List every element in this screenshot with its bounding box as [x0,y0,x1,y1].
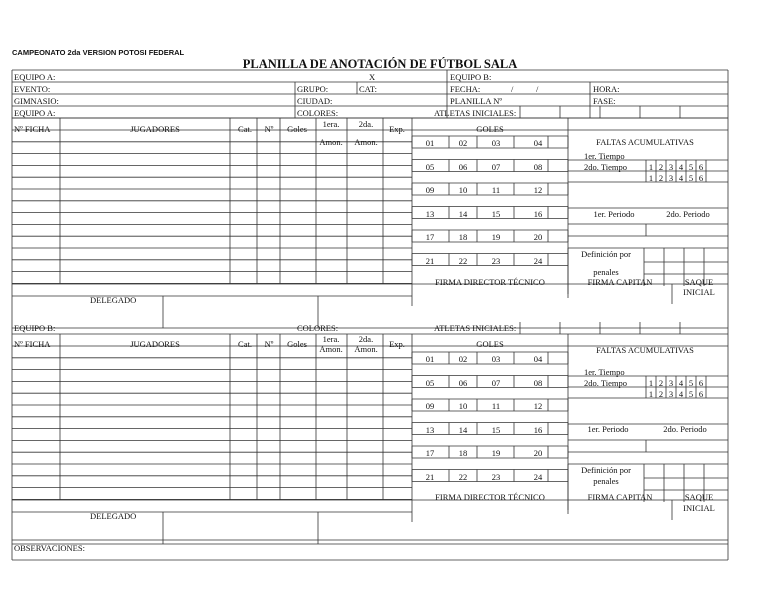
goal-number: 20 [533,448,543,458]
delegado-label: DELEGADO [90,511,137,521]
col-goles: Goles [287,339,307,349]
page-title: PLANILLA DE ANOTACIÓN DE FÚTBOL SALA [242,57,518,71]
definicion-penales-line1: Definición por [581,465,631,475]
firma-capitan: FIRMA CAPITAN [587,277,653,287]
goles-title: GOLES [476,124,504,134]
col-amon1-line1: 1era. [322,334,340,344]
firma-director-tecnico: FIRMA DIRECTOR TÉCNICO [435,492,545,502]
goal-number: 10 [458,185,468,195]
evento-field[interactable]: EVENTO: [14,84,51,94]
goal-number: 24 [533,255,543,266]
fecha-field[interactable]: FECHA: [450,84,481,94]
goal-number: 09 [425,185,435,195]
faltas-2do-tiempo: 2do. Tiempo [584,378,627,388]
goal-number: 05 [425,377,435,388]
org-title: CAMPEONATO 2da VERSION POTOSI FEDERAL [12,48,185,57]
goal-number: 18 [458,448,468,458]
gimnasio-field[interactable]: GIMNASIO: [14,96,59,106]
goal-number: 04 [533,138,543,148]
col-exp: Exp. [389,124,405,134]
col-amon2-line2: Amon. [354,344,378,354]
goal-number: 15 [491,208,501,219]
falta-number-1er-tiempo: 3 [668,378,674,388]
falta-number-1er-tiempo: 5 [688,162,694,172]
falta-number-2do-tiempo: 2 [658,173,664,183]
saque-inicial-line2: INICIAL [683,503,715,513]
col-amon2-line2: Amon. [354,137,378,147]
goal-number: 10 [458,401,468,411]
firma-capitan: FIRMA CAPITAN [587,492,653,502]
falta-number-2do-tiempo: 6 [698,173,704,183]
fecha-separator: / [536,84,539,94]
goal-number: 19 [491,232,501,242]
team-a-colores: COLORES: [297,108,339,118]
planilla-field[interactable]: PLANILLA Nº [450,96,502,106]
col-amon2-line1: 2da. [358,334,374,344]
col-numero: Nº [264,339,274,349]
ciudad-field[interactable]: CIUDAD: [297,96,333,106]
col-amon1-line2: Amon. [319,137,343,147]
goal-number: 16 [533,208,543,219]
falta-number-2do-tiempo: 1 [648,173,654,183]
goal-number: 07 [491,377,501,388]
goal-number: 08 [533,377,543,388]
falta-number-1er-tiempo: 6 [698,162,704,172]
goal-number: 03 [491,354,501,364]
falta-number-2do-tiempo: 3 [668,389,674,399]
goal-number: 23 [491,255,501,266]
goal-number: 21 [425,471,435,482]
falta-number-2do-tiempo: 6 [698,389,704,399]
col-amon2-line1: 2da. [358,119,374,129]
falta-number-1er-tiempo: 2 [658,162,664,172]
col-ficha: Nº FICHA [14,124,51,134]
falta-number-2do-tiempo: 3 [668,173,674,183]
goal-number: 12 [533,185,543,195]
team-a-atletas-iniciales: ATLETAS INICIALES: [434,108,517,118]
falta-number-2do-tiempo: 2 [658,389,664,399]
falta-number-1er-tiempo: 6 [698,378,704,388]
goal-number: 12 [533,401,543,411]
falta-number-1er-tiempo: 1 [648,378,654,388]
goal-number: 13 [425,208,435,219]
goal-number: 09 [425,401,435,411]
faltas-1er-tiempo: 1er. Tiempo [584,367,625,377]
firma-director-tecnico: FIRMA DIRECTOR TÉCNICO [435,277,545,287]
goal-number: 08 [533,161,543,172]
goal-number: 03 [491,138,501,148]
equipo-b-field[interactable]: EQUIPO B: [450,72,492,82]
periodo-2: 2do. Periodo [663,424,707,434]
equipo-a-field[interactable]: EQUIPO A: [14,72,56,82]
falta-number-1er-tiempo: 4 [678,162,684,172]
delegado-label: DELEGADO [90,295,137,305]
goal-number: 14 [458,208,468,219]
goal-number: 21 [425,255,435,266]
team-a-label: EQUIPO A: [14,108,56,118]
goal-number: 15 [491,424,501,435]
falta-number-2do-tiempo: 4 [678,389,684,399]
falta-number-1er-tiempo: 4 [678,378,684,388]
faltas-1er-tiempo: 1er. Tiempo [584,151,625,161]
observaciones-label: OBSERVACIONES: [14,543,85,553]
col-ficha: Nº FICHA [14,339,51,349]
falta-number-1er-tiempo: 2 [658,378,664,388]
periodo-2: 2do. Periodo [666,209,710,219]
fecha-separator: / [511,84,514,94]
goles-title: GOLES [476,339,504,349]
goal-number: 02 [458,354,468,364]
col-cat: Cat. [238,339,252,349]
goal-number: 22 [458,255,468,266]
hora-field[interactable]: HORA: [593,84,620,94]
grupo-field[interactable]: GRUPO: [297,84,329,94]
goal-number: 13 [425,424,435,435]
falta-number-1er-tiempo: 1 [648,162,654,172]
team-b-label: EQUIPO B: [14,323,56,333]
goal-number: 22 [458,471,468,482]
col-cat: Cat. [238,124,252,134]
goal-number: 11 [491,185,501,195]
col-jugadores: JUGADORES [130,124,180,134]
goal-number: 11 [491,401,501,411]
saque-inicial-line1: SAQUE [684,492,714,502]
col-jugadores: JUGADORES [130,339,180,349]
goal-number: 04 [533,354,543,364]
col-goles: Goles [287,124,307,134]
falta-number-1er-tiempo: 3 [668,162,674,172]
periodo-1: 1er. Periodo [587,424,629,434]
goal-number: 17 [425,232,435,242]
goal-number: 19 [491,448,501,458]
goal-number: 07 [491,161,501,172]
goal-number: 18 [458,232,468,242]
col-numero: Nº [264,124,274,134]
falta-number-2do-tiempo: 5 [688,173,694,183]
goal-number: 06 [458,161,468,172]
fase-field[interactable]: FASE: [593,96,616,106]
falta-number-2do-tiempo: 4 [678,173,684,183]
faltas-title: FALTAS ACUMULATIVAS [596,137,694,147]
saque-inicial-line1: SAQUE [684,277,714,287]
versus-label: X [369,72,376,82]
periodo-1: 1er. Periodo [593,209,635,219]
goal-number: 20 [533,232,543,242]
col-amon1-line2: Amon. [319,344,343,354]
col-amon1-line1: 1era. [322,119,340,129]
faltas-title: FALTAS ACUMULATIVAS [596,345,694,355]
saque-inicial-line2: INICIAL [683,287,715,297]
faltas-2do-tiempo: 2do. Tiempo [584,162,627,172]
team-b-colores: COLORES: [297,323,339,333]
goal-number: 02 [458,138,468,148]
goal-number: 23 [491,471,501,482]
goal-number: 17 [425,448,435,458]
definicion-penales-line2: penales [593,267,619,277]
goal-number: 01 [425,138,435,148]
falta-number-2do-tiempo: 1 [648,389,654,399]
goal-number: 16 [533,424,543,435]
definicion-penales-line1: Definición por [581,249,631,259]
falta-number-2do-tiempo: 5 [688,389,694,399]
goal-number: 06 [458,377,468,388]
goal-number: 14 [458,424,468,435]
team-b-atletas-iniciales: ATLETAS INICIALES: [434,323,517,333]
goal-number: 05 [425,161,435,172]
col-exp: Exp. [389,339,405,349]
cat-field[interactable]: CAT: [359,84,377,94]
falta-number-1er-tiempo: 5 [688,378,694,388]
definicion-penales-line2: penales [593,476,619,486]
goal-number: 24 [533,471,543,482]
goal-number: 01 [425,354,435,364]
